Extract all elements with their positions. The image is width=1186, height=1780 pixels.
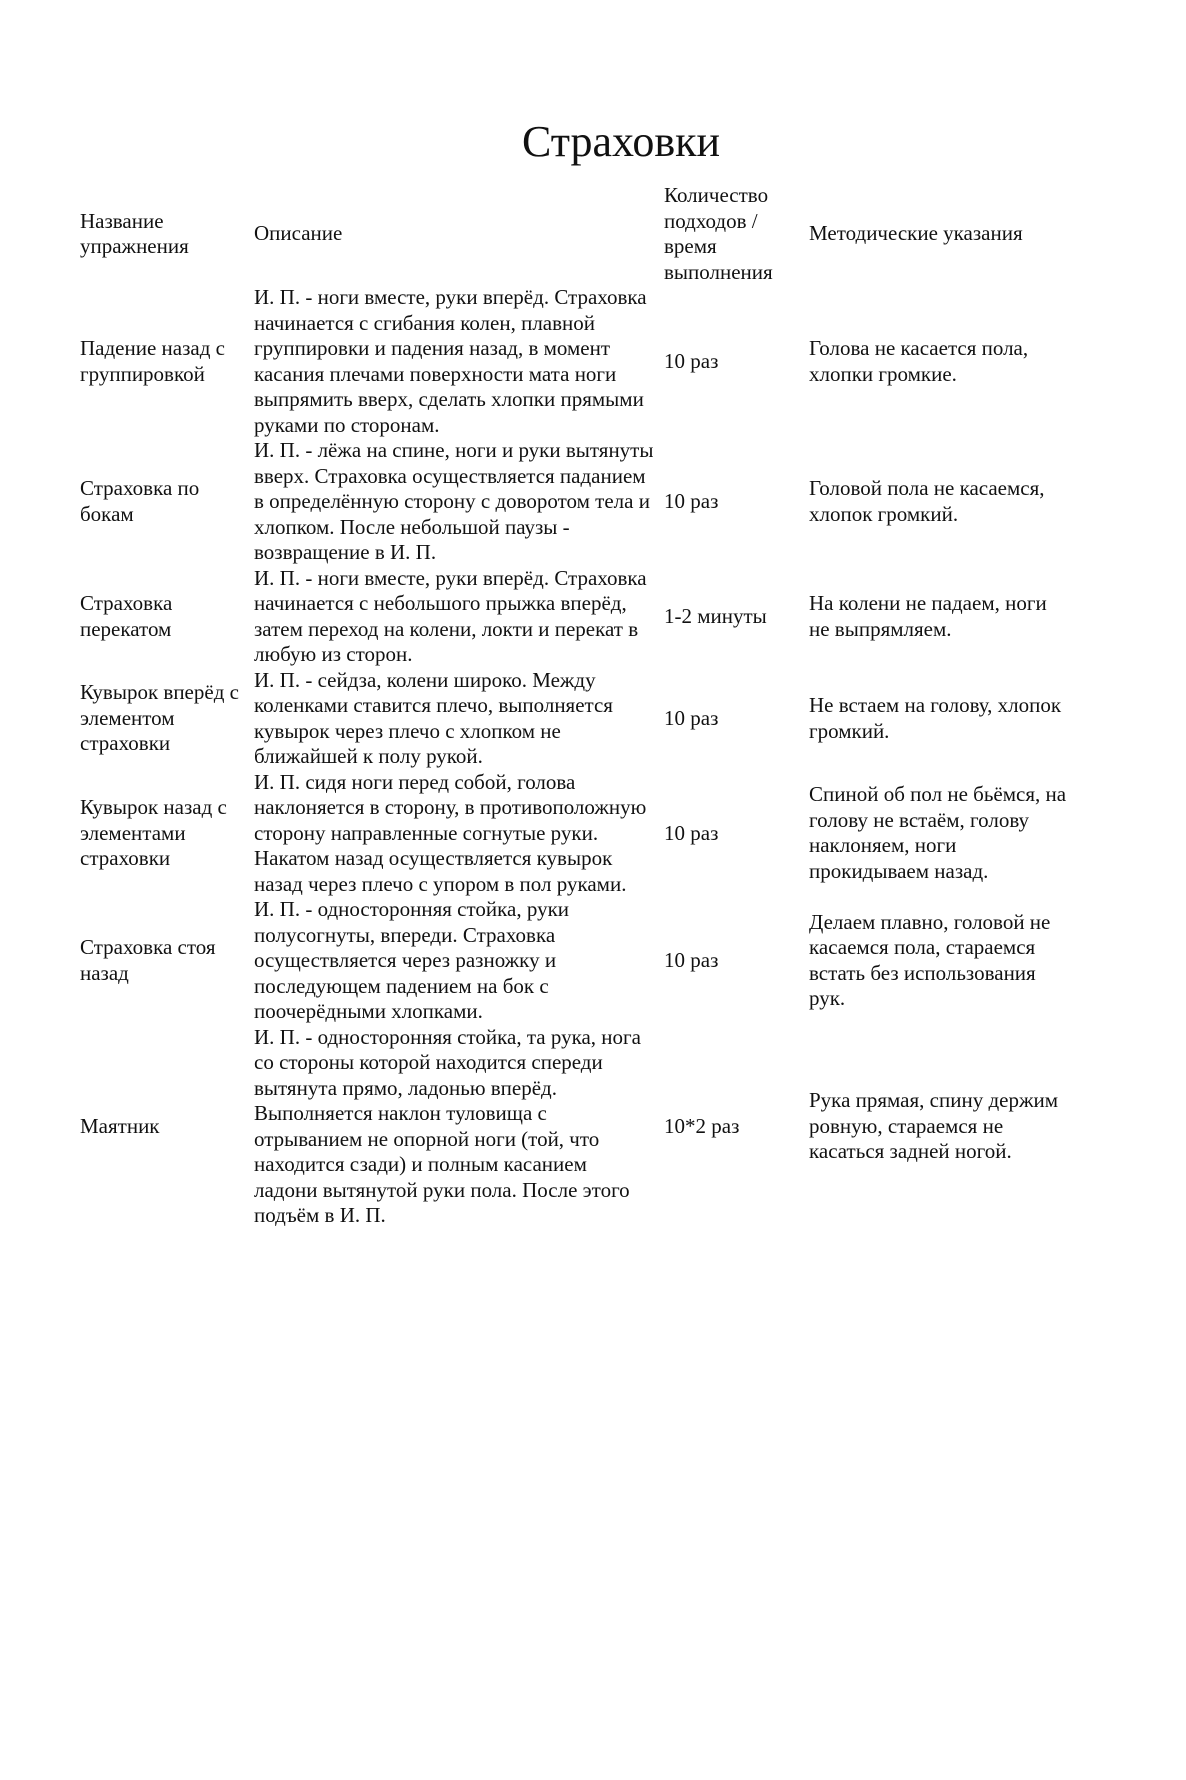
cell-count: 10 раз	[664, 948, 719, 972]
cell-count: 10 раз	[664, 348, 719, 373]
cell-count: 10 раз	[664, 820, 719, 845]
cell-notes: Голова не касается пола, хлопки громкие.	[809, 336, 1029, 386]
table-header	[72, 183, 1072, 285]
cell-notes: Головой пола не касаемся, хлопок громкий.	[809, 476, 1045, 526]
cell-count: 10*2 раз	[664, 1113, 740, 1138]
exercise-table	[72, 183, 1072, 1229]
cell-description: И. П. - односторонняя стойка, та рука, нога со стороны которой находится спереди вытянута прямо, ладонью вперёд. Выполняется наклон туловища с отрыванием не опорной ноги (той, что находится сзади) и полным касанием ладони вытянутой руки пола. После этого подъём в И. П.	[254, 1024, 641, 1227]
header-description: Описание	[254, 221, 343, 246]
cell-name: Маятник	[80, 1113, 160, 1138]
cell-notes: Делаем плавно, головой не касаемся пола, стараемся встать без использования рук.	[809, 909, 1051, 1011]
header-count: Количество подходов / время выполнения	[664, 183, 773, 284]
table-row	[72, 566, 1072, 668]
cell-description: И. П. - лёжа на спине, ноги и руки вытянуты вверх. Страховка осуществляется паданием в определённую сторону с доворотом тела и хлопком. После небольшой паузы - возвращение в И. П.	[254, 438, 654, 564]
header-name: Название упражнения	[80, 208, 189, 258]
header-row	[72, 183, 1072, 285]
cell-name: Страховка перекатом	[80, 591, 173, 641]
table-row	[72, 285, 1072, 438]
cell-description: И. П. - ноги вместе, руки вперёд. Страховка начинается с небольшого прыжка вперёд, затем переход на колени, локти и перекат в любую из сторон.	[254, 565, 647, 666]
page-title: Страховки	[521, 117, 721, 166]
table-row	[72, 438, 1072, 566]
cell-description: И. П. - ноги вместе, руки вперёд. Страховка начинается с сгибания колен, плавной группировки и падения назад, в момент касания плечами поверхности мата ноги выпрямить вверх, сделать хлопки прямыми руками по сторонам.	[254, 285, 647, 437]
cell-name: Падение назад с группировкой	[80, 336, 225, 386]
cell-notes: На колени не падаем, ноги не выпрямляем.	[809, 591, 1047, 641]
table-row	[72, 770, 1072, 898]
cell-count: 10 раз	[664, 705, 719, 730]
cell-count: 10 раз	[664, 489, 719, 513]
cell-name: Кувырок назад с элементами страховки	[80, 795, 227, 870]
table-row	[72, 1025, 1072, 1229]
cell-count: 1-2 минуты	[664, 603, 767, 628]
cell-notes: Спиной об пол не бьёмся, на голову не встаём, голову наклоняем, ноги прокидываем назад.	[809, 782, 1067, 883]
cell-description: И. П. - сейдза, колени широко. Между коленками ставится плечо, выполняется кувырок через плечо с хлопком не ближайшей к полу рукой.	[254, 667, 613, 768]
cell-notes: Рука прямая, спину держим ровную, стараемся не касаться задней ногой.	[809, 1088, 1058, 1164]
cell-name: Страховка по бокам	[80, 476, 200, 526]
table-body	[72, 285, 1072, 1229]
cell-name: Кувырок вперёд с элементом страховки	[80, 680, 239, 756]
table-row	[72, 668, 1072, 770]
cell-description: И. П. - односторонняя стойка, руки полусогнуты, впереди. Страховка осуществляется через разножку и последующем падением на бок с поочерёдными хлопками.	[254, 897, 570, 1023]
cell-description: И. П. сидя ноги перед собой, голова наклоняется в сторону, в противоположную сторону направленные согнутые руки. Накатом назад осуществляется кувырок назад через плечо с упором в пол руками.	[254, 769, 647, 896]
table-row	[72, 897, 1072, 1025]
cell-notes: Не встаем на голову, хлопок громкий.	[809, 693, 1062, 743]
cell-name: Страховка стоя назад	[80, 935, 216, 985]
header-notes: Методические указания	[809, 221, 1023, 246]
